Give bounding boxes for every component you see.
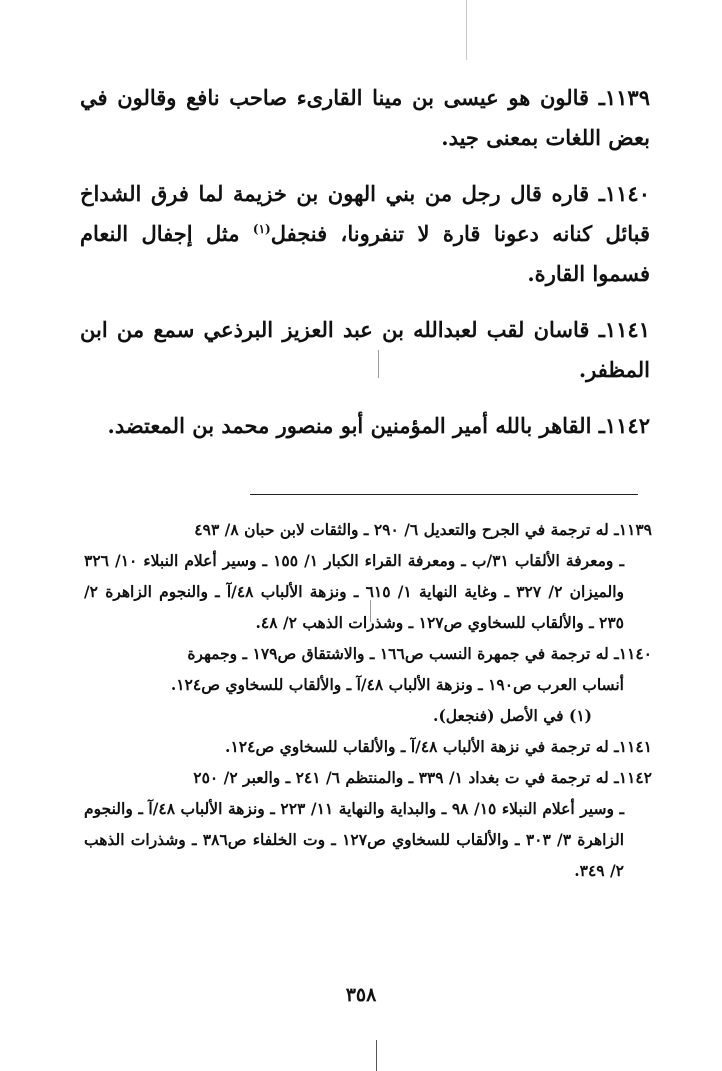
entry-text: ١١٤٢ـ القاهر بالله أمير المؤمنين أبو منصور محمد بن المعتضد.: [107, 413, 650, 438]
footnote-1140: [84, 638, 652, 700]
entry-text: ١١٣٩ـ قالون هو عيسى بن مينا القارىء صاحب نافع وقالون في بعض اللغات بمعنى جيد.: [80, 85, 650, 150]
footnote-1141: [84, 731, 652, 762]
footnote-continuation: ـ وسير أعلام النبلاء ١٥/ ٩٨ ـ والبداية والنهاية ١١/ ٢٢٣ ـ ونزهة الألباب ٤٨/آ ـ والنجوم الزاهرة ٣/ ٣٠٣ ـ والألقاب للسخاوي ص١٢٧ ـ وت الخلفاء ص٣٨٦ ـ وشذرات الذهب ٢/ ٣٤٩.: [84, 799, 625, 880]
page-crease-top: [466, 0, 467, 60]
page-crease-bottom: [376, 1040, 377, 1071]
entry-text: ١١٤٠ـ قاره قال رجل من بني الهون بن خزيمة لما فرق الشداخ قبائل كنانه دعونا قارة لا تنفرونا، فنجفل: [80, 181, 650, 246]
footnote-ref: (١): [252, 222, 271, 236]
entry-text: ١١٤١ـ قاسان لقب لعبدالله بن عبد العزيز البرذعي سمع من ابن المظفر.: [80, 317, 650, 382]
footnote-first-line: ١١٤١ـ له ترجمة في نزهة الألباب ٤٨/آ ـ والألقاب للسخاوي ص١٢٤.: [225, 737, 652, 756]
footnotes: [84, 514, 652, 886]
entry-text: مثل إجفال النعام فسموا القارة.: [80, 221, 650, 286]
entry-1142: [80, 406, 650, 446]
footnote-1139: [84, 514, 652, 638]
entry-1141: [80, 310, 650, 390]
footnote-first-line: ١١٤٢ـ له ترجمة في ت بغداد ١/ ٣٣٩ ـ والمنتظم ٦/ ٢٤١ ـ والعبر ٢/ ٢٥٠: [193, 768, 652, 787]
entry-1140: [80, 174, 650, 294]
main-text: [80, 78, 650, 462]
footnote-first-line: ١١٤٠ـ له ترجمة في جمهرة النسب ص١٦٦ ـ والاشتقاق ص١٧٩ ـ وجمهرة: [187, 644, 652, 663]
footnote-1142: [84, 762, 652, 886]
footnote-note-1: [84, 700, 652, 731]
entry-1139: [80, 78, 650, 158]
page-number: ٣٥٨: [345, 984, 377, 1006]
footnote-continuation: ـ ومعرفة الألقاب ٣١/ب ـ ومعرفة القراء الكبار ١/ ١٥٥ ـ وسير أعلام النبلاء ١٠/ ٣٢٦ والميزان ٢/ ٣٢٧ ـ وغاية النهاية ١/ ٦١٥ ـ ونزهة الألباب ٤٨/آ ـ والنجوم الزاهرة ٢/ ٢٣٥ ـ والألقاب للسخاوي ص١٢٧ ـ وشذرات الذهب ٢/ ٤٨.: [84, 551, 625, 632]
footnote-note-text: (١) في الأصل (فنجعل).: [433, 706, 592, 725]
footnote-first-line: ١١٣٩ـ له ترجمة في الجرح والتعديل ٦/ ٢٩٠ ـ والثقات لابن حبان ٨/ ٤٩٣: [194, 520, 652, 539]
footnote-separator: [250, 494, 638, 495]
footnote-continuation: أنساب العرب ص١٩٠ ـ ونزهة الألباب ٤٨/آ ـ والألقاب للسخاوي ص١٢٤.: [170, 675, 624, 694]
